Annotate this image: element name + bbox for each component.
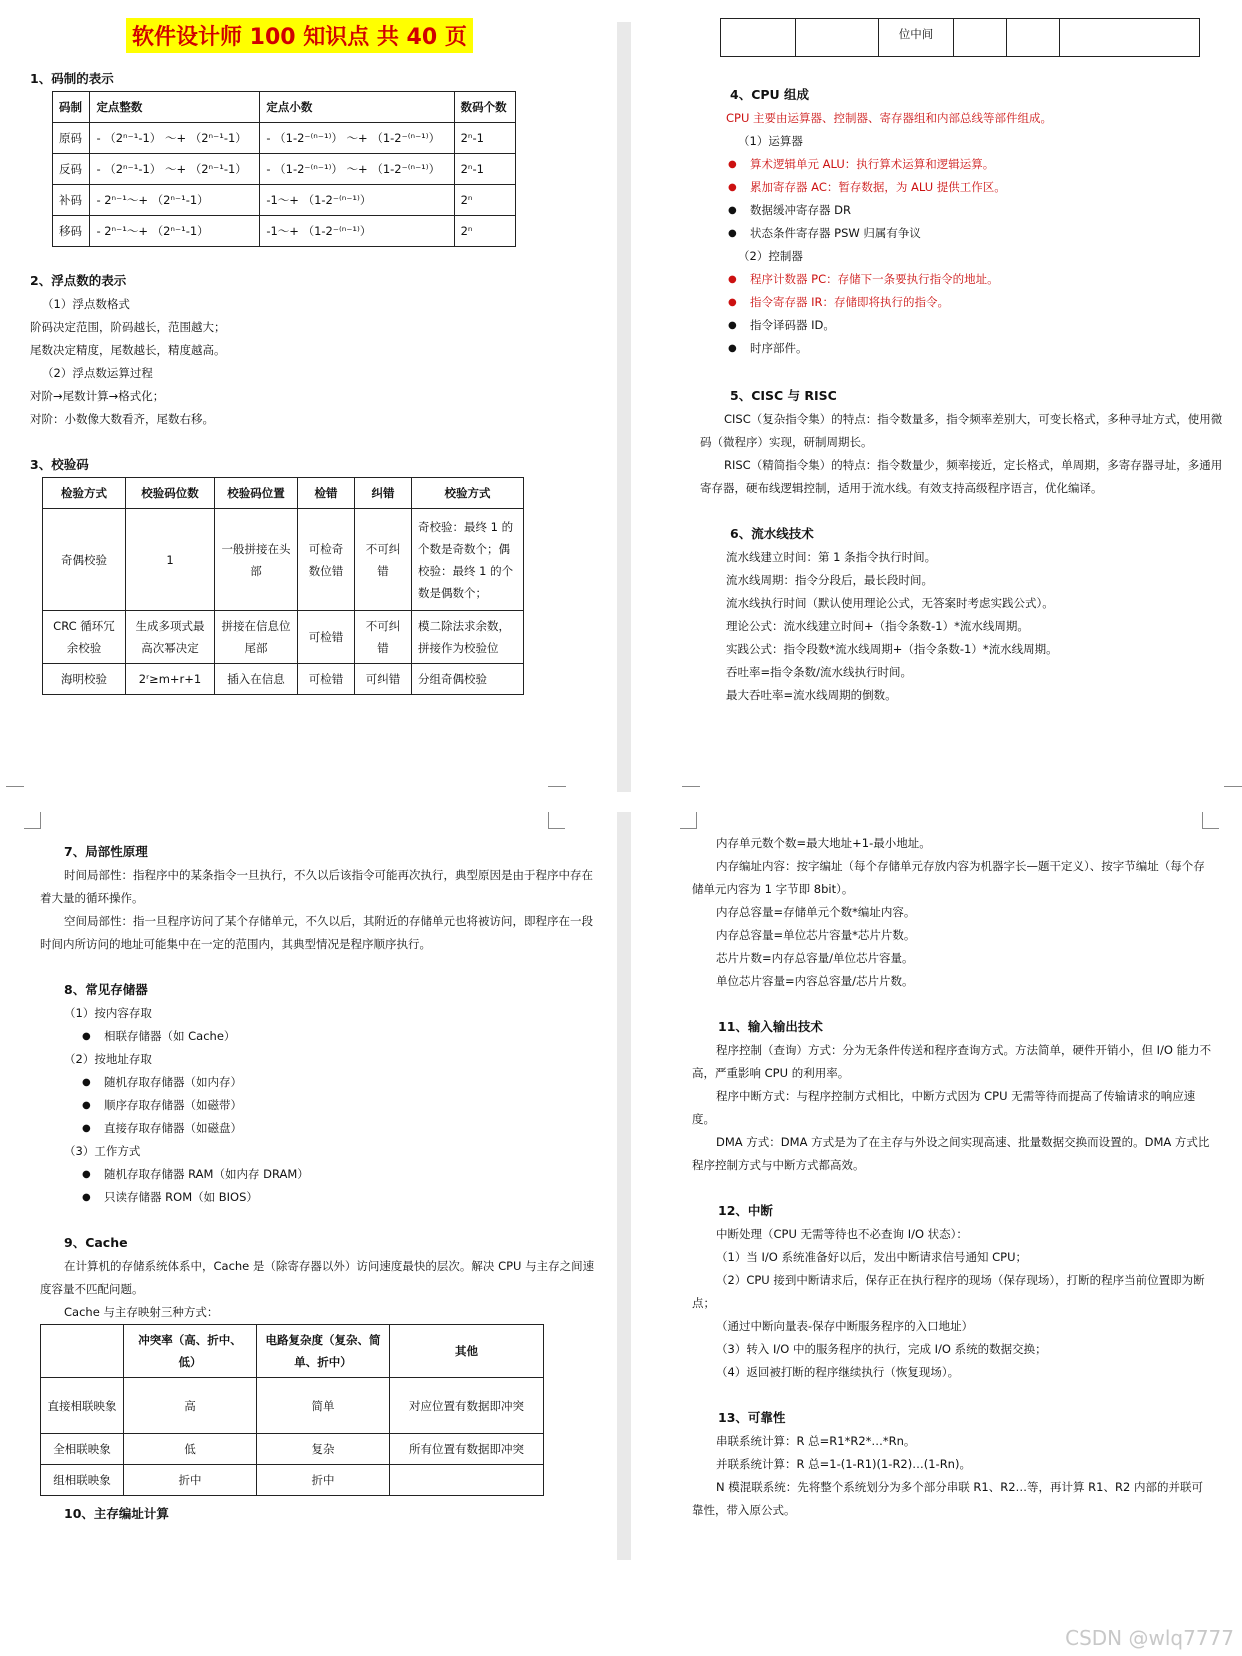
table-cell: [954, 19, 1007, 57]
page-1: [30, 18, 590, 695]
table-cell: 可检错: [298, 664, 355, 695]
table-row: [41, 1378, 544, 1434]
table-cell: 简单: [257, 1378, 390, 1434]
page-corner: [6, 786, 24, 803]
table-cell: 奇偶校验: [43, 509, 126, 611]
table-row: [53, 123, 516, 154]
table-cell: 2ʳ≥m+r+1: [126, 664, 215, 695]
table-cell: 组相联映象: [41, 1465, 124, 1496]
list-item: ● 直接存取存储器（如磁盘）: [80, 1117, 600, 1140]
table-cell: 一般拼接在头部: [215, 509, 298, 611]
list-item: ● 顺序存取存储器（如磁带）: [80, 1094, 600, 1117]
table-cell: 补码: [53, 185, 90, 216]
table-cell: 可检奇数位错: [298, 509, 355, 611]
table-cell: 所有位置有数据即冲突: [390, 1434, 544, 1465]
page-corner: [682, 786, 700, 803]
page-3: [40, 832, 600, 1526]
heading-s2: 2、浮点数的表示: [30, 273, 127, 288]
paragraph: N 模混联系统：先将整个系统划分为多个部分串联 R1、R2…等，再计算 R1、R2 内部的并联可靠性，带入原公式。: [692, 1480, 1203, 1517]
paragraph: RISC（精简指令集）的特点：指令数量少，频率接近，定长格式，单周期，多寄存器寻址，多通用寄存器，硬布线逻辑控制，适用于流水线。有效支持高级程序语言，优化编译。: [700, 458, 1223, 495]
text-line: （通过中断向量表-保存中断服务程序的入口地址）: [716, 1319, 974, 1333]
table-cell: [390, 1465, 544, 1496]
checkcode-table-header: 校验码位置: [215, 478, 298, 509]
table-cell: 全相联映象: [41, 1434, 124, 1465]
text-line: （2）按地址存取: [64, 1052, 152, 1066]
heading-s13: 13、可靠性: [718, 1410, 786, 1425]
cpu-intro: CPU 主要由运算器、控制器、寄存器组和内部总线等部件组成。: [726, 111, 1053, 125]
table-cell: 对应位置有数据即冲突: [390, 1378, 544, 1434]
table-row: [43, 509, 524, 611]
cache-table-header: 冲突率（高、折中、低）: [124, 1325, 257, 1378]
heading-s10: 10、主存编址计算: [64, 1506, 169, 1521]
table-cell: 移码: [53, 216, 90, 247]
text-line: 芯片片数=内存总容量/单位芯片容量。: [716, 951, 914, 965]
text-line: 流水线建立时间：第 1 条指令执行时间。: [726, 550, 937, 564]
table-row: [43, 611, 524, 664]
text-line: 流水线执行时间（默认使用理论公式，无答案时考虑实践公式）。: [726, 596, 1054, 610]
text-line: 中断处理（CPU 无需等待也不必查询 I/O 状态）：: [716, 1227, 968, 1241]
table-row: [41, 1465, 544, 1496]
table-cell: 海明校验: [43, 664, 126, 695]
list-item: ● 只读存储器 ROM（如 BIOS）: [80, 1186, 600, 1209]
table-cell: - 2ⁿ⁻¹～+ （2ⁿ⁻¹-1）: [90, 216, 260, 247]
table-row: [53, 216, 516, 247]
page-4: [692, 832, 1212, 1522]
list-item: ● 程序计数器 PC：存储下一条要执行指令的地址。: [726, 268, 1230, 291]
page-corner: [24, 812, 41, 829]
page-gutter-bottom: [617, 812, 631, 1560]
page-corner: [548, 812, 565, 829]
text-line: 尾数决定精度，尾数越长，精度越高。: [30, 343, 226, 357]
checkcode-table: [42, 477, 524, 695]
heading-s11: 11、输入输出技术: [718, 1019, 823, 1034]
text-line: 理论公式：流水线建立时间+（指令条数-1）*流水线周期。: [726, 619, 1029, 633]
table-cell: 不可纠错: [355, 509, 412, 611]
paragraph: 空间局部性：指一旦程序访问了某个存储单元，不久以后，其附近的存储单元也将被访问，即程序在一段时间内所访问的地址可能集中在一定的范围内，其典型情况是程序顺序执行。: [40, 914, 593, 951]
text-line: 内存总容量=单位芯片容量*芯片片数。: [716, 928, 916, 942]
text-line: 对阶：小数像大数看齐，尾数右移。: [30, 412, 214, 426]
text-line: 最大吞吐率=流水线周期的倒数。: [726, 688, 897, 702]
document-title: 软件设计师 100 知识点 共 40 页: [126, 18, 473, 53]
table-cell: [1060, 19, 1200, 57]
table-cell: 不可纠错: [355, 611, 412, 664]
text-line: 内存总容量=存储单元个数*编址内容。: [716, 905, 916, 919]
table-cell: 高: [124, 1378, 257, 1434]
table-cell: 低: [124, 1434, 257, 1465]
table-cell: 2ⁿ-1: [454, 123, 515, 154]
table-cell: 复杂: [257, 1434, 390, 1465]
table-cell: - （1-2⁻⁽ⁿ⁻¹⁾） ～+ （1-2⁻⁽ⁿ⁻¹⁾）: [260, 154, 454, 185]
paragraph: （2）CPU 接到中断请求后，保存正在执行程序的现场（保存现场），打断的程序当前位置即为断点；: [692, 1273, 1205, 1310]
checkcode-table-header: 校验方式: [412, 478, 524, 509]
code-table: [52, 91, 516, 247]
table-cell: CRC 循环冗余校验: [43, 611, 126, 664]
text-line: Cache 与主存映射三种方式：: [64, 1305, 219, 1319]
heading-s6: 6、流水线技术: [730, 526, 814, 541]
code-table-header: 定点整数: [90, 92, 260, 123]
cache-table-header: [41, 1325, 124, 1378]
table-cell: 原码: [53, 123, 90, 154]
heading-s7: 7、局部性原理: [64, 844, 148, 859]
cache-table-header: 其他: [390, 1325, 544, 1378]
code-table-header: 码制: [53, 92, 90, 123]
paragraph: 内存编址内容：按字编址（每个存储单元存放内容为机器字长—题干定义）、按字节编址（每个存储单元内容为 1 字节即 8bit）。: [692, 859, 1205, 896]
table-cell: - （2ⁿ⁻¹-1） ～+ （2ⁿ⁻¹-1）: [90, 123, 260, 154]
checkcode-table-header: 校验码位数: [126, 478, 215, 509]
text-line: （1）运算器: [738, 134, 803, 148]
text-line: 串联系统计算：R 总=R1*R2*…*Rn。: [716, 1434, 916, 1448]
list-item: ● 状态条件寄存器 PSW 归属有争议: [726, 222, 1230, 245]
table-row: [721, 19, 1200, 57]
heading-s8: 8、常见存储器: [64, 982, 148, 997]
text-line: 流水线周期：指令分段后，最长段时间。: [726, 573, 933, 587]
page-corner: [680, 812, 697, 829]
table-cell: [796, 19, 879, 57]
table-cell: 2ⁿ: [454, 216, 515, 247]
text-line: 阶码决定范围，阶码越长，范围越大；: [30, 320, 226, 334]
table-cell: 分组奇偶校验: [412, 664, 524, 695]
list-item: ● 随机存取存储器 RAM（如内存 DRAM）: [80, 1163, 600, 1186]
heading-s3: 3、校验码: [30, 457, 89, 472]
paragraph: 程序中断方式：与程序控制方式相比，中断方式因为 CPU 无需等待而提高了传输请求的响应速度。: [692, 1089, 1196, 1126]
watermark: CSDN @wlq7777: [1065, 1626, 1234, 1650]
table-cell: 可检错: [298, 611, 355, 664]
checkcode-table-header: 检错: [298, 478, 355, 509]
table-cell: [1007, 19, 1060, 57]
table-row: [53, 154, 516, 185]
table-cell: -1～+ （1-2⁻⁽ⁿ⁻¹⁾）: [260, 216, 454, 247]
page-corner: [1224, 786, 1242, 803]
code-table-header: 定点小数: [260, 92, 454, 123]
heading-s9: 9、Cache: [64, 1235, 128, 1250]
heading-s5: 5、CISC 与 RISC: [730, 388, 837, 403]
table-cell: 折中: [257, 1465, 390, 1496]
text-line: （3）工作方式: [64, 1144, 141, 1158]
heading-s4: 4、CPU 组成: [730, 87, 810, 102]
table-cell: -1～+ （1-2⁻⁽ⁿ⁻¹⁾）: [260, 185, 454, 216]
table-cell: 2ⁿ-1: [454, 154, 515, 185]
list-item: ● 随机存取存储器（如内存）: [80, 1071, 600, 1094]
text-line: （1）当 I/O 系统准备好以后，发出中断请求信号通知 CPU；: [716, 1250, 1027, 1264]
paragraph: CISC（复杂指令集）的特点：指令数量多，指令频率差别大，可变长格式，多种寻址方式，使用微码（微程序）实现，研制周期长。: [700, 412, 1223, 449]
table-cell: 折中: [124, 1465, 257, 1496]
table-cell: [721, 19, 796, 57]
list-item: ● 数据缓冲寄存器 DR: [726, 199, 1230, 222]
text-line: 并联系统计算：R 总=1-(1-R1)(1-R2)…(1-Rn)。: [716, 1457, 971, 1471]
table-cell: - （2ⁿ⁻¹-1） ～+ （2ⁿ⁻¹-1）: [90, 154, 260, 185]
table-cell: 插入在信息: [215, 664, 298, 695]
heading-s1: 1、码制的表示: [30, 71, 114, 86]
table-row: [41, 1434, 544, 1465]
list-item: ● 时序部件。: [726, 337, 1230, 360]
heading-s12: 12、中断: [718, 1203, 773, 1218]
text-line: （1）浮点数格式: [42, 297, 130, 311]
continued-table: [720, 18, 1200, 57]
list-item: ● 指令寄存器 IR：存储即将执行的指令。: [726, 291, 1230, 314]
paragraph: 时间局部性：指程序中的某条指令一旦执行，不久以后该指令可能再次执行，典型原因是由于程序中存在着大量的循环操作。: [40, 868, 593, 905]
table-cell: 直接相联映象: [41, 1378, 124, 1434]
text-line: （2）控制器: [738, 249, 803, 263]
page-gutter-top: [617, 22, 631, 792]
text-line: 吞吐率=指令条数/流水线执行时间。: [726, 665, 913, 679]
text-line: （4）返回被打断的程序继续执行（恢复现场）。: [716, 1365, 960, 1379]
text-line: 对阶→尾数计算→格式化；: [30, 389, 165, 403]
table-cell: 1: [126, 509, 215, 611]
page-corner: [1202, 812, 1219, 829]
list-item: ● 累加寄存器 AC：暂存数据，为 ALU 提供工作区。: [726, 176, 1230, 199]
text-line: （3）转入 I/O 中的服务程序的执行，完成 I/O 系统的数据交换；: [716, 1342, 1047, 1356]
table-cell: 奇校验：最终 1 的个数是奇数个；偶校验：最终 1 的个数是偶数个；: [412, 509, 524, 611]
list-item: ● 指令译码器 ID。: [726, 314, 1230, 337]
list-item: ● 算术逻辑单元 ALU：执行算术运算和逻辑运算。: [726, 153, 1230, 176]
table-cell: 生成多项式最高次幂决定: [126, 611, 215, 664]
table-cell: 拼接在信息位尾部: [215, 611, 298, 664]
text-line: （1）按内容存取: [64, 1006, 152, 1020]
text-line: （2）浮点数运算过程: [42, 366, 153, 380]
list-item: ● 相联存储器（如 Cache）: [80, 1025, 600, 1048]
table-cell: - （1-2⁻⁽ⁿ⁻¹⁾） ～+ （1-2⁻⁽ⁿ⁻¹⁾）: [260, 123, 454, 154]
text-line: 单位芯片容量=内容总容量/芯片片数。: [716, 974, 914, 988]
page-2: [700, 18, 1230, 707]
paragraph: DMA 方式：DMA 方式是为了在主存与外设之间实现高速、批量数据交换而设置的。DMA 方式比程序控制方式与中断方式都高效。: [692, 1135, 1210, 1172]
table-cell: 反码: [53, 154, 90, 185]
code-table-header: 数码个数: [454, 92, 515, 123]
table-row: [53, 185, 516, 216]
cache-mapping-table: [40, 1324, 544, 1496]
table-cell: 位中间: [879, 19, 954, 57]
cache-table-header: 电路复杂度（复杂、简单、折中）: [257, 1325, 390, 1378]
table-cell: 模二除法求余数，拼接作为校验位: [412, 611, 524, 664]
paragraph: 在计算机的存储系统体系中，Cache 是（除寄存器以外）访问速度最快的层次。解决 CPU 与主存之间速度容量不匹配问题。: [40, 1259, 595, 1296]
checkcode-table-header: 纠错: [355, 478, 412, 509]
table-cell: - 2ⁿ⁻¹～+ （2ⁿ⁻¹-1）: [90, 185, 260, 216]
paragraph: 程序控制（查询）方式：分为无条件传送和程序查询方式。方法简单，硬件开销小，但 I/O 能力不高，严重影响 CPU 的利用率。: [692, 1043, 1212, 1080]
table-cell: 可纠错: [355, 664, 412, 695]
table-cell: 2ⁿ: [454, 185, 515, 216]
page-corner: [548, 786, 566, 803]
table-row: [43, 664, 524, 695]
checkcode-table-header: 检验方式: [43, 478, 126, 509]
text-line: 内存单元数个数=最大地址+1-最小地址。: [716, 836, 931, 850]
text-line: 实践公式：指令段数*流水线周期+（指令条数-1）*流水线周期。: [726, 642, 1058, 656]
